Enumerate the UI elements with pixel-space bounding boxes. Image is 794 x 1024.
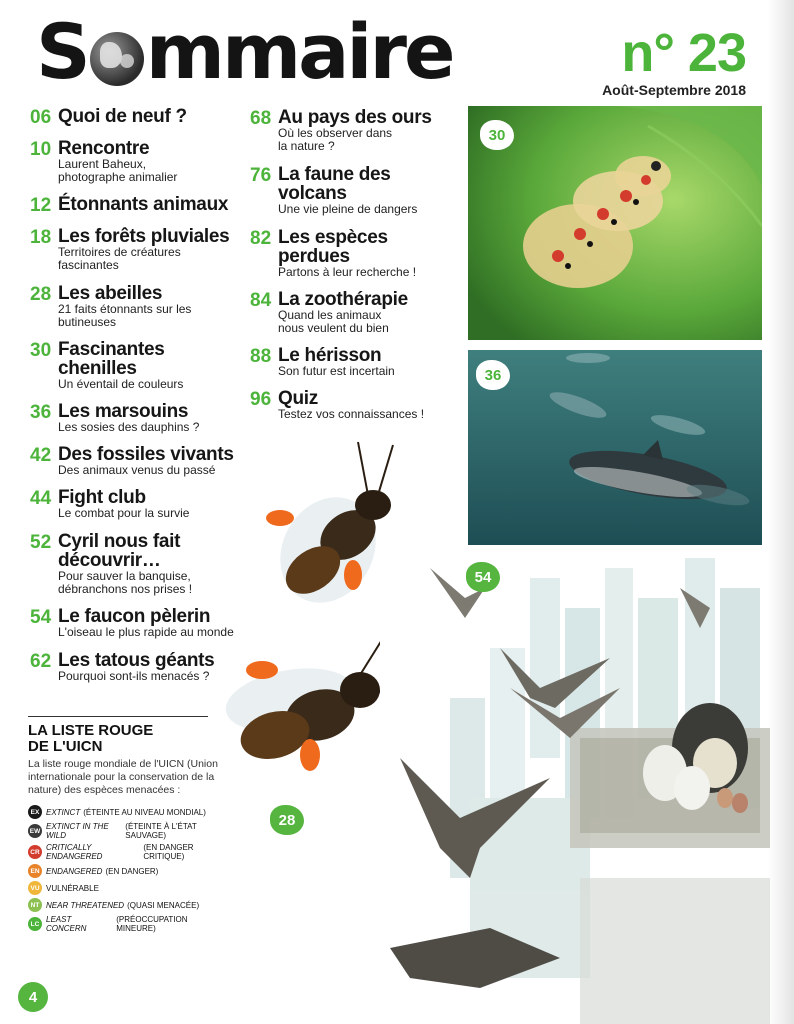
toc-title: Quiz: [278, 388, 318, 409]
caterpillar-photo: [468, 106, 762, 340]
status-badge: CR: [28, 845, 42, 859]
category-french: (ÉTEINTE À L'ÉTAT SAUVAGE): [125, 822, 197, 840]
globe-icon: [90, 32, 144, 86]
toc-entry[interactable]: [250, 228, 440, 279]
toc-title: Au pays des ours: [278, 107, 432, 128]
red-list-categories: [28, 805, 228, 933]
toc-subtitle: Son futur est incertain: [278, 364, 395, 378]
title-text-end: mmaire: [145, 7, 453, 96]
red-list-description: La liste rouge mondiale de l'UICN (Union internationale pour la conservation de la nature) des espèces menacées :: [28, 758, 218, 796]
toc-title: Le hérisson: [278, 345, 382, 366]
falcon-city-scene: [380, 548, 772, 1024]
page-number: 4: [18, 982, 48, 1012]
issue-info: [602, 23, 746, 98]
category-french: VULNÉRABLE: [46, 883, 99, 893]
toc-title: Les forêts pluviales: [58, 226, 230, 247]
page-badge-28: 28: [270, 805, 304, 835]
issue-date: Août-Septembre 2018: [602, 82, 746, 98]
toc-page-number: 54: [30, 607, 52, 628]
page-badge-36: 36: [476, 360, 510, 390]
toc-entry[interactable]: [250, 165, 440, 216]
toc-subtitle: Le combat pour la survie: [58, 506, 190, 520]
category-english: NEAR THREATENED: [46, 900, 125, 910]
category-lc: [28, 915, 228, 933]
status-badge: VU: [28, 881, 42, 895]
toc-title: Le faucon pèlerin: [58, 606, 211, 627]
toc-entry[interactable]: [30, 445, 255, 477]
issue-number: n° 23: [621, 23, 746, 83]
toc-page-number: 30: [30, 340, 52, 361]
toc-title: La faune des volcans: [278, 164, 391, 204]
status-badge: EW: [28, 824, 42, 838]
status-badge: LC: [28, 917, 42, 931]
toc-subtitle: Laurent Baheux, photographe animalier: [58, 157, 178, 184]
toc-title: Des fossiles vivants: [58, 444, 234, 465]
toc-subtitle: 21 faits étonnants sur les butineuses: [58, 302, 192, 329]
page-badge-30: 30: [480, 120, 514, 150]
toc-entry[interactable]: [30, 195, 255, 214]
toc-entry[interactable]: [250, 346, 465, 378]
red-list-title-line1: LA LISTE ROUGE: [28, 722, 154, 739]
category-french: (EN DANGER): [105, 866, 159, 876]
category-french: (ÉTEINTE AU NIVEAU MONDIAL): [83, 807, 206, 817]
toc-entry[interactable]: [30, 139, 245, 183]
toc-entry[interactable]: [30, 227, 245, 271]
toc-subtitle: Où les observer dans la nature ?: [278, 126, 393, 153]
category-french: (EN DANGER CRITIQUE): [143, 843, 194, 861]
toc-page-number: 52: [30, 532, 52, 553]
toc-title: La zoothérapie: [278, 289, 408, 310]
toc-subtitle: Un éventail de couleurs: [58, 377, 184, 391]
divider: [28, 716, 208, 717]
toc-page-number: 84: [250, 290, 272, 311]
toc-title: Les espèces perdues: [278, 227, 388, 267]
toc-title: Les abeilles: [58, 283, 163, 304]
toc-entry[interactable]: [30, 532, 230, 595]
toc-subtitle: Des animaux venus du passé: [58, 463, 216, 477]
toc-subtitle: Territoires de créatures fascinantes: [58, 245, 181, 272]
toc-subtitle: Les sosies des dauphins ?: [58, 420, 200, 434]
category-french: (PRÉOCCUPATION MINEURE): [116, 915, 188, 933]
status-badge: EX: [28, 805, 42, 819]
toc-title: Fascinantes chenilles: [58, 339, 165, 379]
category-en: [28, 864, 228, 878]
toc-title: Les marsouins: [58, 401, 189, 422]
toc-page-number: 28: [30, 284, 52, 305]
toc-page-number: 12: [30, 195, 52, 216]
status-badge: NT: [28, 898, 42, 912]
toc-subtitle: Une vie pleine de dangers: [278, 202, 418, 216]
toc-page-number: 44: [30, 488, 52, 509]
toc-entry[interactable]: [250, 389, 465, 421]
toc-entry[interactable]: [250, 290, 465, 334]
category-english: EXTINCT: [46, 807, 81, 817]
toc-page-number: 42: [30, 445, 52, 466]
page-badge-54: 54: [466, 562, 500, 592]
toc-page-number: 68: [250, 108, 272, 129]
toc-title: Quoi de neuf ?: [58, 106, 187, 127]
category-french: (QUASI MENACÉE): [127, 900, 200, 910]
category-english: EXTINCT IN THE WILD: [46, 822, 109, 840]
toc-title: Cyril nous fait découvrir…: [58, 531, 181, 571]
page-title: [36, 7, 453, 96]
red-list-title: [28, 723, 228, 755]
toc-subtitle: Testez vos connaissances !: [278, 407, 425, 421]
toc-page-number: 18: [30, 227, 52, 248]
toc-page-number: 36: [30, 402, 52, 423]
toc-title: Étonnants animaux: [58, 194, 229, 215]
toc-page-number: 06: [30, 107, 52, 128]
toc-subtitle: Pourquoi sont-ils menacés ?: [58, 669, 210, 683]
toc-page-number: 10: [30, 139, 52, 160]
category-english: LEAST CONCERN: [46, 915, 87, 933]
toc-title: Les tatous géants: [58, 650, 215, 671]
toc-page-number: 76: [250, 165, 272, 186]
toc-subtitle: Quand les animaux nous veulent du bien: [278, 308, 389, 335]
toc-entry[interactable]: [30, 402, 245, 434]
toc-entry[interactable]: [30, 488, 245, 520]
toc-subtitle: Partons à leur recherche !: [278, 265, 417, 279]
toc-title: Rencontre: [58, 138, 150, 159]
falcon-illustration: [380, 548, 772, 1024]
toc-page-number: 96: [250, 389, 272, 410]
red-list-title-line2: DE L'UICN: [28, 738, 103, 755]
category-ew: [28, 822, 228, 840]
category-nt: [28, 898, 228, 912]
toc-subtitle: L'oiseau le plus rapide au monde: [58, 625, 234, 639]
toc-page-number: 82: [250, 228, 272, 249]
toc-entry[interactable]: [30, 107, 245, 126]
red-list-box: [28, 716, 228, 933]
toc-entry[interactable]: [250, 108, 465, 152]
category-ex: [28, 805, 228, 819]
title-text-start: S: [36, 7, 88, 96]
category-vu: [28, 881, 228, 895]
toc-entry[interactable]: [30, 339, 184, 391]
porpoise-illustration: [468, 350, 762, 545]
toc-title: Fight club: [58, 487, 146, 508]
toc-entry[interactable]: [30, 284, 245, 328]
status-badge: EN: [28, 864, 42, 878]
category-cr: [28, 843, 228, 861]
toc-subtitle: Pour sauver la banquise, débranchons nos prises !: [58, 569, 193, 596]
toc-page-number: 88: [250, 346, 272, 367]
category-english: CRITICALLY ENDANGERED: [46, 843, 103, 861]
toc-page-number: 62: [30, 651, 52, 672]
category-english: ENDANGERED: [46, 866, 103, 876]
porpoise-photo: [468, 350, 762, 545]
